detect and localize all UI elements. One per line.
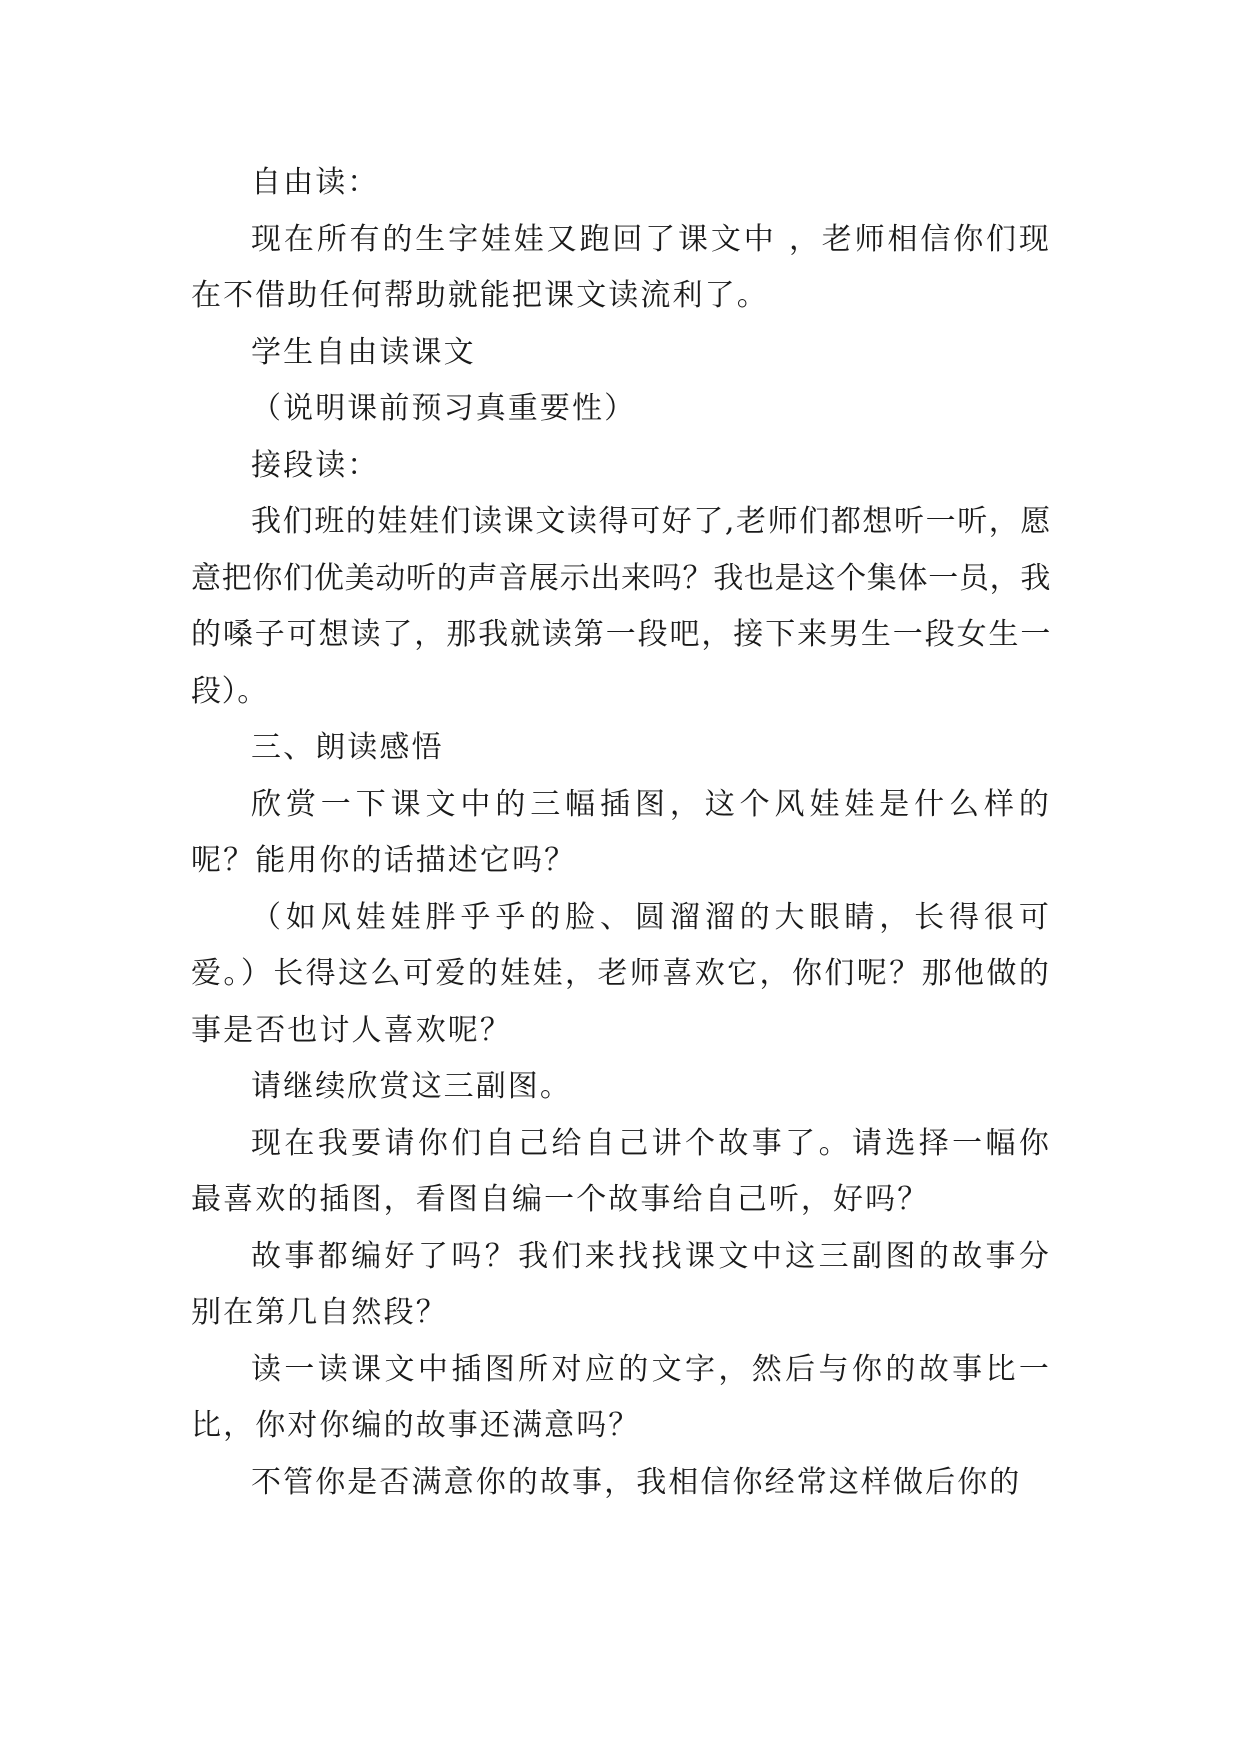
paragraph-continue-viewing: 请继续欣赏这三副图。 (251, 1069, 572, 1104)
paragraph-preview-note: （说明课前预习真重要性） (251, 391, 637, 426)
paragraph-description-example: （如风娃娃胖乎乎的脸、圆溜溜的大眼睛，长得很可爱。）长得这么可爱的娃娃，老师喜欢它，你们呢？那他做的事是否也讨人喜欢呢？ (191, 899, 1051, 1048)
document-body (191, 155, 1051, 1511)
paragraph-free-reading-intro: 现在所有的生字娃娃又跑回了课文中 ，老师相信你们现在不借助任何帮助就能把课文读流利了。 (191, 221, 1051, 313)
paragraph-free-reading-heading: 自由读： (251, 165, 380, 200)
paragraph-relay-reading-heading: 接段读： (251, 447, 380, 483)
paragraph-illustrations-question: 欣赏一下课文中的三幅插图，这个风娃娃是什么样的呢？能用你的话描述它吗？ (191, 786, 1051, 878)
paragraph-find-story-paragraphs: 故事都编好了吗？我们来找找课文中这三副图的故事分别在第几自然段？ (191, 1238, 1051, 1330)
paragraph-closing-fragment: 不管你是否满意你的故事，我相信你经常这样做后你的 (251, 1464, 1022, 1500)
paragraph-relay-reading-intro: 我们班的娃娃们读课文读得可好了,老师们都想听一听，愿意把你们优美动听的声音展示出来吗？我也是这个集体一员，我的嗓子可想读了，那我就读第一段吧，接下来男生一段女生一段）。 (191, 504, 1051, 709)
paragraph-tell-story: 现在我要请你们自己给自己讲个故事了。请选择一幅你最喜欢的插图，看图自编一个故事给自己听，好吗？ (191, 1125, 1051, 1217)
paragraph-students-read: 学生自由读课文 (251, 334, 476, 370)
paragraph-compare-story: 读一读课文中插图所对应的文字，然后与你的故事比一比，你对你编的故事还满意吗？ (191, 1351, 1051, 1443)
section-heading-reading-comprehension: 三、朗读感悟 (251, 730, 444, 765)
